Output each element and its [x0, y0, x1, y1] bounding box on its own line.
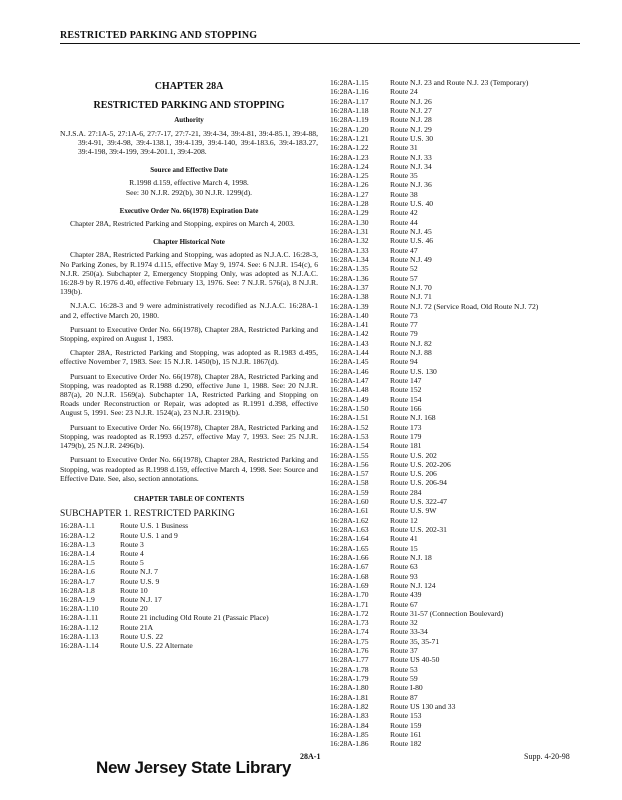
toc-entry	[330, 637, 605, 646]
section-number: 16:28A-1.35	[330, 264, 369, 274]
section-title: Route 5	[120, 558, 144, 568]
library-watermark: New Jersey State Library	[96, 758, 292, 777]
toc-entry	[330, 432, 605, 441]
section-title: Route N.J. 36	[390, 180, 432, 190]
section-number: 16:28A-1.84	[330, 720, 369, 730]
section-number: 16:28A-1.40	[330, 310, 369, 320]
section-title: Route 12	[390, 515, 418, 525]
section-number: 16:28A-1.70	[330, 590, 369, 600]
section-number: 16:28A-1.26	[330, 180, 369, 190]
section-number: 16:28A-1.34	[330, 254, 369, 264]
section-title: Route U.S. 40	[390, 199, 434, 209]
section-number: 16:28A-1.24	[330, 161, 369, 171]
history-paragraph: Chapter 28A, Restricted Parking and Stopping, was adopted as N.J.A.C. 16:28-3, No Parking Zones, by R.1974 d.115, effective May 9, 1974. See: 6 N.J.R. 154(c), 6 N.J.R. 250(a). Subchapter 2, Emergency Stopping Only, was adopted as N.J.A.C. 16:28-9 by R.1976 d.40, effective February 13, 1976. See: 7 N.J.R. 576(a), 8 N.J.R. 139(b).	[60, 250, 318, 297]
toc-left-list	[60, 521, 318, 650]
chapter-title: CHAPTER 28A	[154, 81, 224, 92]
running-header: RESTRICTED PARKING AND STOPPING	[60, 30, 580, 44]
toc-entry	[330, 255, 605, 264]
section-title: Route U.S. 46	[390, 236, 434, 246]
toc-entry	[330, 441, 605, 450]
section-title: Route 4	[120, 548, 144, 558]
section-number: 16:28A-1.16	[330, 87, 369, 97]
section-title: Route 24	[390, 87, 418, 97]
section-title: Route 73	[390, 310, 418, 320]
subchapter-heading: SUBCHAPTER 1. RESTRICTED PARKING	[60, 509, 235, 520]
toc-entry	[330, 618, 605, 627]
history-paragraph: N.J.A.C. 16:28-3 and 9 were administratively recodified as N.J.A.C. 16:28A-1 and 2, effective March 20, 1980.	[60, 301, 318, 320]
section-number: 16:28A-1.3	[60, 539, 95, 549]
toc-entry	[330, 385, 605, 394]
section-number: 16:28A-1.6	[60, 567, 95, 577]
toc-entry	[330, 627, 605, 636]
section-title: Route N.J. 45	[390, 227, 432, 236]
toc-entry	[330, 357, 605, 366]
toc-entry	[60, 521, 318, 530]
section-number: 16:28A-1.19	[330, 115, 369, 125]
section-title: Route U.S. 130	[390, 366, 437, 376]
section-title: Route U.S. 22 Alternate	[120, 640, 193, 650]
toc-entry	[330, 506, 605, 515]
section-title: Route U.S. 206-94	[390, 478, 447, 488]
section-number: 16:28A-1.65	[330, 543, 369, 553]
toc-entry	[330, 665, 605, 674]
toc-entry	[330, 283, 605, 292]
toc-entry	[330, 180, 605, 189]
toc-entry	[330, 236, 605, 245]
toc-entry	[60, 586, 318, 595]
section-number: 16:28A-1.50	[330, 403, 369, 413]
toc-entry	[330, 711, 605, 720]
toc-entry	[60, 540, 318, 549]
toc-entry	[330, 143, 605, 152]
section-title: Route 32	[390, 618, 418, 628]
section-title: Route N.J. 27	[390, 105, 432, 115]
section-number: 16:28A-1.30	[330, 217, 369, 227]
section-title: Route 57	[390, 273, 418, 283]
right-column	[330, 78, 605, 749]
section-number: 16:28A-1.77	[330, 655, 369, 665]
toc-entry	[330, 674, 605, 683]
section-title: Route N.J. 34	[390, 161, 432, 171]
toc-entry	[330, 488, 605, 497]
toc-entry	[60, 641, 318, 650]
toc-entry	[330, 413, 605, 422]
section-title: Route 21A	[120, 622, 154, 632]
section-title: Route 47	[390, 245, 418, 255]
section-title: Route U.S. 9W	[390, 506, 437, 516]
toc-entry	[330, 78, 605, 87]
section-number: 16:28A-1.5	[60, 558, 95, 568]
toc-entry	[330, 87, 605, 96]
section-title: Route N.J. 33	[390, 152, 432, 162]
section-number: 16:28A-1.39	[330, 301, 369, 311]
section-number: 16:28A-1.62	[330, 515, 369, 525]
section-number: 16:28A-1.53	[330, 431, 369, 441]
section-number: 16:28A-1.23	[330, 152, 369, 162]
section-number: 16:28A-1.86	[330, 739, 369, 749]
toc-entry	[330, 721, 605, 730]
toc-entry	[330, 292, 605, 301]
toc-entry	[330, 199, 605, 208]
toc-entry	[330, 590, 605, 599]
section-number: 16:28A-1.69	[330, 580, 369, 590]
history-paragraph: Pursuant to Executive Order No. 66(1978), Chapter 28A, Restricted Parking and Stopping, was readopted as R.1988 d.290, effective June 1, 1988. See: 20 N.J.R. 887(a), 20 N.J.R. 1569(a). Subchapter 1A, Restricted Parking and Stopping on Roads under Reconstruction or Repair, was adopted as R.1991 d.398, effective August 5, 1991. See: 23 N.J.R. 1524(a), 23 N.J.R. 2319(b).	[60, 371, 318, 418]
toc-entry	[60, 558, 318, 567]
toc-entry	[60, 604, 318, 613]
history-paragraph: Pursuant to Executive Order No. 66(1978), Chapter 28A, Restricted Parking and Stopping, was readopted as R.1998 d.159, effective March 4, 1998. See: Source and Effective Date. See, also, section annotations.	[60, 455, 318, 483]
section-title: Route 173	[390, 422, 422, 432]
section-title: Route 152	[390, 385, 422, 395]
section-number: 16:28A-1.60	[330, 497, 369, 507]
section-title: Route N.J. 82	[390, 338, 432, 348]
section-title: Route N.J. 71	[390, 292, 432, 302]
section-number: 16:28A-1.4	[60, 548, 95, 558]
toc-entry	[330, 134, 605, 143]
toc-entry	[330, 497, 605, 506]
section-title: Route N.J. 18	[390, 552, 432, 562]
toc-entry	[330, 106, 605, 115]
toc-entry	[330, 376, 605, 385]
section-title: Route U.S. 202	[390, 450, 437, 460]
section-number: 16:28A-1.76	[330, 646, 369, 656]
section-title: Route 52	[390, 264, 418, 274]
section-title: Route U.S. 1 and 9	[120, 530, 178, 540]
toc-entry	[330, 153, 605, 162]
toc-entry	[330, 404, 605, 413]
toc-entry	[330, 516, 605, 525]
section-title: Route 15	[390, 543, 418, 553]
section-title: Route 159	[390, 720, 422, 730]
section-title: Route 41	[390, 534, 418, 544]
section-title: Route 10	[120, 585, 148, 595]
toc-entry	[330, 329, 605, 338]
section-number: 16:28A-1.41	[330, 320, 369, 330]
section-title: Route 31	[390, 143, 418, 153]
source-line-1: R.1998 d.159, effective March 4, 1998.	[129, 178, 249, 188]
toc-entry	[330, 702, 605, 711]
toc-entry	[330, 264, 605, 273]
section-number: 16:28A-1.36	[330, 273, 369, 283]
section-number: 16:28A-1.29	[330, 208, 369, 218]
toc-entry	[330, 246, 605, 255]
section-number: 16:28A-1.58	[330, 478, 369, 488]
section-title: Route 37	[390, 646, 418, 656]
section-number: 16:28A-1.2	[60, 530, 95, 540]
section-number: 16:28A-1.43	[330, 338, 369, 348]
section-number: 16:28A-1.73	[330, 618, 369, 628]
section-number: 16:28A-1.20	[330, 124, 369, 134]
section-title: Route 31-57 (Connection Boulevard)	[390, 608, 504, 618]
source-line-2: See: 30 N.J.R. 292(b), 30 N.J.R. 1299(d).	[125, 187, 253, 197]
section-number: 16:28A-1.61	[330, 506, 369, 516]
section-title: Route 67	[390, 599, 418, 609]
toc-entry	[60, 632, 318, 641]
section-number: 16:28A-1.66	[330, 552, 369, 562]
section-title: Route 44	[390, 217, 418, 227]
toc-entry	[330, 218, 605, 227]
section-number: 16:28A-1.17	[330, 96, 369, 106]
toc-entry	[330, 572, 605, 581]
toc-entry	[60, 549, 318, 558]
section-title: Route 79	[390, 329, 418, 339]
section-number: 16:28A-1.9	[60, 594, 95, 604]
toc-entry	[330, 115, 605, 124]
section-number: 16:28A-1.15	[330, 78, 369, 87]
section-title: Route U.S. 1 Business	[120, 521, 189, 531]
section-number: 16:28A-1.12	[60, 622, 99, 632]
section-title: Route 166	[390, 403, 422, 413]
section-title: Route 87	[390, 692, 418, 702]
section-title: Route N.J. 49	[390, 254, 432, 264]
source-heading: Source and Effective Date	[150, 166, 228, 175]
section-number: 16:28A-1.67	[330, 562, 369, 572]
toc-entry	[330, 190, 605, 199]
history-heading: Chapter Historical Note	[153, 238, 225, 247]
toc-entry	[330, 655, 605, 664]
section-title: Route 35	[390, 171, 418, 181]
section-title: Route U.S. 322-47	[390, 497, 447, 507]
toc-entry	[330, 451, 605, 460]
section-number: 16:28A-1.37	[330, 282, 369, 292]
section-number: 16:28A-1.56	[330, 459, 369, 469]
section-title: Route U.S. 9	[120, 576, 160, 586]
section-number: 16:28A-1.14	[60, 640, 99, 650]
toc-entry	[60, 577, 318, 586]
toc-heading: CHAPTER TABLE OF CONTENTS	[133, 494, 245, 503]
toc-entry	[330, 395, 605, 404]
section-number: 16:28A-1.81	[330, 692, 369, 702]
history-paragraphs	[60, 250, 318, 482]
section-title: Route N.J. 168	[390, 413, 436, 423]
section-title: Route US 40-50	[390, 655, 440, 665]
section-title: Route 38	[390, 189, 418, 199]
section-number: 16:28A-1.32	[330, 236, 369, 246]
section-number: 16:28A-1.51	[330, 413, 369, 423]
toc-entry	[330, 553, 605, 562]
section-title: Route 21 including Old Route 21 (Passaic Place)	[120, 613, 269, 623]
authority-heading: Authority	[174, 116, 204, 125]
toc-entry	[330, 125, 605, 134]
section-title: Route U.S. 22	[120, 631, 164, 641]
section-title: Route 35, 35-71	[390, 636, 440, 646]
toc-entry	[330, 162, 605, 171]
section-title: Route U.S. 202-206	[390, 459, 451, 469]
executive-order-text: Chapter 28A, Restricted Parking and Stopping, expires on March 4, 2003.	[70, 219, 295, 229]
section-title: Route 284	[390, 487, 422, 497]
section-number: 16:28A-1.46	[330, 366, 369, 376]
section-title: Route U.S. 202-31	[390, 525, 447, 534]
toc-entry	[330, 348, 605, 357]
section-number: 16:28A-1.7	[60, 576, 95, 586]
section-number: 16:28A-1.82	[330, 701, 369, 711]
section-title: Route 63	[390, 562, 418, 572]
section-title: Route 42	[390, 208, 418, 218]
section-number: 16:28A-1.44	[330, 348, 369, 358]
toc-entry	[330, 600, 605, 609]
section-title: Route 33-34	[390, 627, 428, 637]
toc-entry	[330, 730, 605, 739]
section-number: 16:28A-1.78	[330, 664, 369, 674]
section-number: 16:28A-1.38	[330, 292, 369, 302]
toc-entry	[330, 683, 605, 692]
section-number: 16:28A-1.54	[330, 441, 369, 451]
toc-entry	[330, 739, 605, 748]
section-title: Route N.J. 26	[390, 96, 432, 106]
section-title: Route 93	[390, 571, 418, 581]
section-number: 16:28A-1.49	[330, 394, 369, 404]
toc-entry	[330, 469, 605, 478]
section-title: Route 20	[120, 604, 148, 614]
section-title: Route U.S. 206	[390, 469, 437, 479]
section-title: Route N.J. 23 and Route N.J. 23 (Temporary)	[390, 78, 529, 87]
section-number: 16:28A-1.31	[330, 227, 369, 236]
section-title: Route N.J. 29	[390, 124, 432, 134]
section-number: 16:28A-1.80	[330, 683, 369, 693]
toc-entry	[330, 320, 605, 329]
toc-entry	[330, 534, 605, 543]
section-number: 16:28A-1.28	[330, 199, 369, 209]
section-number: 16:28A-1.47	[330, 376, 369, 385]
section-number: 16:28A-1.57	[330, 469, 369, 479]
toc-entry	[60, 567, 318, 576]
section-number: 16:28A-1.85	[330, 729, 369, 739]
toc-entry	[60, 613, 318, 622]
section-number: 16:28A-1.1	[60, 521, 95, 531]
section-title: Route 179	[390, 431, 422, 441]
section-title: Route 94	[390, 357, 418, 367]
section-number: 16:28A-1.75	[330, 636, 369, 646]
toc-entry	[330, 339, 605, 348]
toc-entry	[330, 302, 605, 311]
toc-entry	[330, 367, 605, 376]
section-number: 16:28A-1.11	[60, 613, 99, 623]
section-title: Route N.J. 28	[390, 115, 432, 125]
section-title: Route N.J. 70	[390, 282, 432, 292]
section-number: 16:28A-1.52	[330, 422, 369, 432]
section-number: 16:28A-1.71	[330, 599, 369, 609]
section-title: Route 161	[390, 729, 422, 739]
section-title: Route N.J. 17	[120, 594, 162, 604]
section-title: Route 77	[390, 320, 418, 330]
toc-entry	[330, 171, 605, 180]
toc-entry	[60, 595, 318, 604]
toc-entry	[330, 646, 605, 655]
section-number: 16:28A-1.48	[330, 385, 369, 395]
section-title: Route 181	[390, 441, 422, 451]
section-number: 16:28A-1.64	[330, 534, 369, 544]
toc-entry	[330, 562, 605, 571]
section-number: 16:28A-1.13	[60, 631, 99, 641]
section-number: 16:28A-1.10	[60, 604, 99, 614]
section-number: 16:28A-1.74	[330, 627, 369, 637]
section-number: 16:28A-1.72	[330, 608, 369, 618]
section-title: Route 59	[390, 674, 418, 683]
section-title: Route 147	[390, 376, 422, 385]
section-number: 16:28A-1.68	[330, 571, 369, 581]
section-number: 16:28A-1.83	[330, 711, 369, 721]
executive-order-heading: Executive Order No. 66(1978) Expiration Date	[119, 206, 259, 215]
toc-entry	[330, 525, 605, 534]
section-number: 16:28A-1.8	[60, 585, 95, 595]
section-title: Route 439	[390, 590, 422, 600]
toc-entry	[330, 208, 605, 217]
section-number: 16:28A-1.18	[330, 105, 369, 115]
section-title: Route U.S. 30	[390, 133, 434, 143]
section-number: 16:28A-1.63	[330, 525, 369, 534]
toc-entry	[330, 311, 605, 320]
section-title: Route N.J. 72 (Service Road, Old Route N.J. 72)	[390, 301, 539, 311]
toc-entry	[330, 478, 605, 487]
toc-entry	[330, 274, 605, 283]
supplement-date: Supp. 4-20-98	[524, 752, 570, 761]
section-title: Route 153	[390, 711, 422, 721]
toc-entry	[330, 544, 605, 553]
history-paragraph: Pursuant to Executive Order No. 66(1978), Chapter 28A, Restricted Parking and Stopping, expired on August 1, 1983.	[60, 324, 318, 344]
section-number: 16:28A-1.45	[330, 357, 369, 367]
section-number: 16:28A-1.79	[330, 674, 369, 683]
section-title: Route N.J. 88	[390, 348, 432, 358]
toc-entry	[330, 423, 605, 432]
section-title: Route 154	[390, 394, 422, 404]
history-paragraph: Pursuant to Executive Order No. 66(1978), Chapter 28A, Restricted Parking and Stopping, was readopted as R.1993 d.257, effective May 7, 1993. See: 25 N.J.R. 1479(b), 25 N.J.R. 2496(b).	[60, 422, 318, 451]
page-number: 28A-1	[300, 752, 321, 761]
section-number: 16:28A-1.22	[330, 143, 369, 153]
section-title: Route 3	[120, 539, 144, 549]
authority-text: N.J.S.A. 27:1A-5, 27:1A-6, 27:7-17, 27:7-21, 39:4-34, 39:4-81, 39:4-85.1, 39:4-88, 39:4-91, 39:4-98, 39:4-138.1, 39:4-139, 39:4-140, 39:4-183.6, 39:4-183.27, 39:4-198, 39:4-199, 39:4-201.1, 39:4-208.	[60, 128, 318, 157]
section-number: 16:28A-1.25	[330, 171, 369, 181]
section-title: Route N.J. 124	[390, 580, 436, 590]
toc-entry	[60, 531, 318, 540]
toc-entry	[330, 581, 605, 590]
toc-entry	[330, 97, 605, 106]
toc-entry	[60, 623, 318, 632]
toc-entry	[330, 227, 605, 236]
section-number: 16:28A-1.21	[330, 133, 369, 143]
left-column	[60, 78, 318, 650]
section-title: Route US 130 and 33	[390, 701, 456, 711]
section-title: Route N.J. 7	[120, 567, 158, 577]
chapter-subtitle: RESTRICTED PARKING AND STOPPING	[93, 100, 285, 112]
toc-entry	[330, 693, 605, 702]
section-number: 16:28A-1.59	[330, 487, 369, 497]
toc-right-list	[330, 78, 605, 749]
section-title: Route 182	[390, 739, 422, 749]
toc-entry	[330, 609, 605, 618]
section-title: Route 53	[390, 664, 418, 674]
section-number: 16:28A-1.33	[330, 245, 369, 255]
section-number: 16:28A-1.42	[330, 329, 369, 339]
section-title: Route I-80	[390, 683, 423, 693]
history-paragraph: Chapter 28A, Restricted Parking and Stopping, was adopted as R.1983 d.495, effective November 7, 1983. See: 15 N.J.R. 1450(b), 15 N.J.R. 1867(d).	[60, 348, 318, 367]
section-number: 16:28A-1.27	[330, 189, 369, 199]
toc-entry	[330, 460, 605, 469]
section-number: 16:28A-1.55	[330, 450, 369, 460]
